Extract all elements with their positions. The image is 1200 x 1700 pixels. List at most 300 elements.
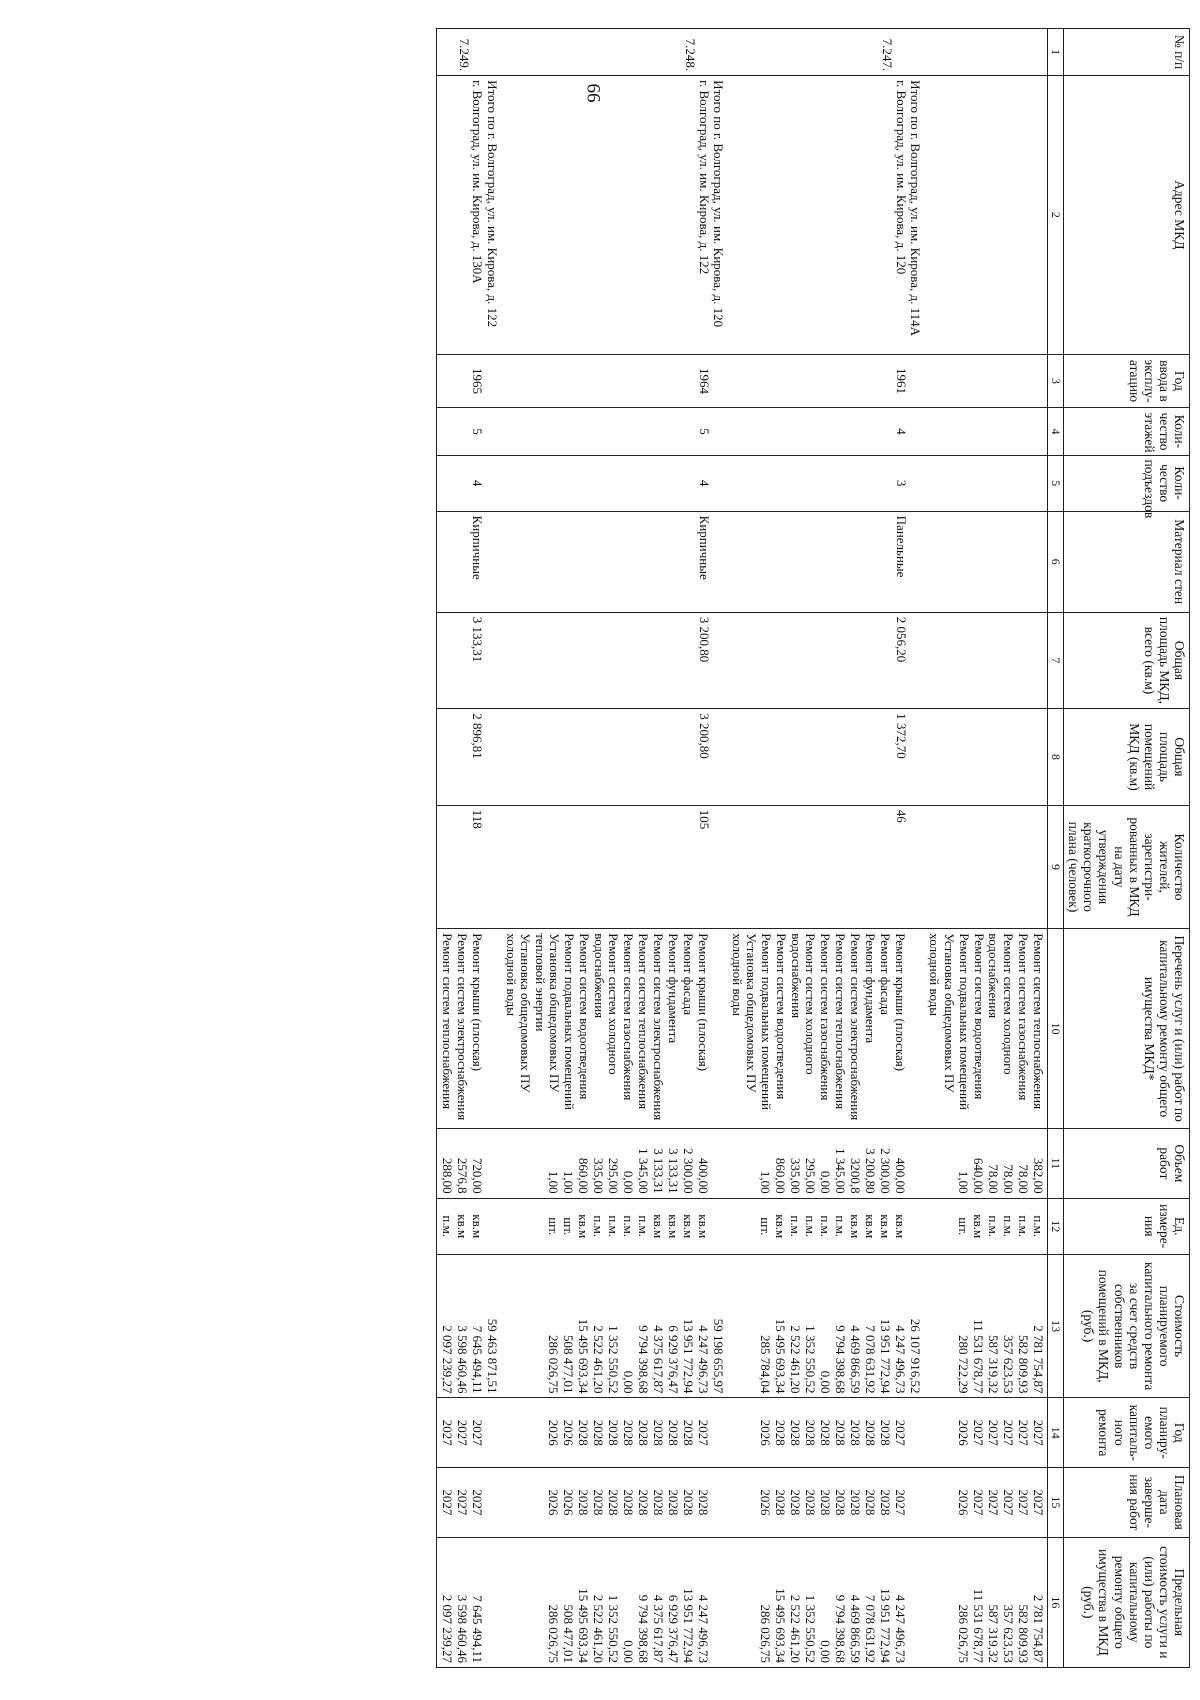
house-entrances: [727, 455, 924, 511]
work-year-line: 2028: [878, 1419, 894, 1446]
work-end-date-line: 2028: [848, 1489, 864, 1516]
value: 46: [893, 809, 909, 823]
column-number: 6: [1047, 511, 1063, 612]
work-unit-line: п.м.: [621, 1215, 637, 1238]
table-row: [501, 29, 727, 1668]
work-year: [727, 1398, 924, 1468]
table-row: [437, 29, 502, 1668]
work-year: [925, 1398, 1048, 1468]
house-address: г. Волгоград, ул. им. Кирова, д. 120: [893, 80, 909, 275]
work-limit-line: 6 929 376,47: [666, 1594, 682, 1663]
work-unit-line: п.м.: [818, 1215, 834, 1238]
work-limit-line: 1 352 550,52: [606, 1594, 622, 1663]
work-unit-line: кв.м: [666, 1214, 682, 1239]
empty-cell: [925, 455, 1048, 511]
work-unit: [501, 1198, 727, 1254]
work-year-line: 2026: [758, 1419, 774, 1446]
work-cost: [925, 1254, 1048, 1398]
work-limit-line: 9 794 398,68: [833, 1594, 849, 1663]
work-year-line: 2028: [651, 1419, 667, 1446]
column-number: 10: [1047, 929, 1063, 1129]
work-limit-line: 4 247 496,73: [696, 1594, 712, 1663]
empty-cell: [925, 76, 1048, 354]
empty-cell: [925, 612, 1048, 709]
group-total-label: Итого по г. Волгоград, ул. им. Кирова, д. 114А: [908, 80, 924, 337]
work-item-line: Ремонт подвальных помещений: [759, 933, 775, 1110]
work-item: [925, 929, 1048, 1129]
work-item-line: Ремонт систем холодного водоснабжения: [788, 933, 819, 1075]
column-number: 3: [1047, 354, 1063, 408]
work-item-line: Ремонт подвальных помещений: [956, 933, 972, 1110]
work-cost-line: 26 107 916,52: [908, 1318, 924, 1394]
column-number: 11: [1047, 1129, 1063, 1199]
work-limit-line: 357 623,53: [1000, 1604, 1016, 1663]
column-header: Количество жителей, зарегистри-рованных в МКД на дату утверждения краткосрочного плана (человек): [1064, 805, 1190, 928]
work-cost-line: 4 247 496,73: [893, 1325, 909, 1394]
work-volume-line: 3 133,31: [666, 1148, 682, 1194]
empty-cell: [925, 408, 1048, 455]
spacer: [484, 713, 499, 801]
work-cost-line: 1 352 550,52: [803, 1325, 819, 1394]
work-unit-line: шт.: [546, 1217, 562, 1236]
house-area-total: [501, 612, 727, 709]
work-item-line: Ремонт систем газоснабжения: [818, 933, 834, 1101]
work-item-line: Ремонт систем электроснабжения: [455, 933, 471, 1121]
work-volume-line: 1,00: [561, 1170, 577, 1194]
value: 4: [696, 479, 712, 487]
work-end-date-line: 2028: [878, 1489, 894, 1516]
work-unit-line: п.м.: [1015, 1215, 1031, 1238]
work-year-line: 2028: [681, 1419, 697, 1446]
spacer: [484, 460, 499, 507]
work-limit-line: 13 951 772,94: [681, 1588, 697, 1663]
work-year-line: 2028: [621, 1419, 637, 1446]
house-floors: [727, 408, 924, 455]
work-volume-line: 295,00: [803, 1157, 819, 1194]
work-unit-line: кв.м: [681, 1214, 697, 1239]
work-item: [727, 929, 924, 1129]
work-end-date-line: 2028: [591, 1489, 607, 1516]
row-number: 7.249.: [437, 29, 502, 76]
work-end-date-line: 2028: [636, 1489, 652, 1516]
work-end-date-line: 2028: [696, 1489, 712, 1516]
work-volume-line: 3200,8: [848, 1157, 864, 1194]
work-unit-line: п.м.: [803, 1215, 819, 1238]
column-header: Коли-чество этажей: [1064, 408, 1190, 455]
house-walls: [727, 511, 924, 612]
work-unit-line: кв.м: [848, 1214, 864, 1239]
spacer: [908, 359, 923, 404]
work-year-line: 2026: [546, 1419, 562, 1446]
work-end-date-line: 2027: [985, 1489, 1001, 1516]
work-item-line: Ремонт систем электроснабжения: [848, 933, 864, 1121]
work-cost-line: 15 495 693,34: [576, 1318, 592, 1394]
work-unit-line: кв.м: [696, 1214, 712, 1239]
column-header: Материал стен: [1064, 511, 1190, 612]
work-year-line: 2028: [818, 1419, 834, 1446]
work-volume-line: 1,00: [758, 1170, 774, 1194]
column-header: Стоимость планируемого капитального ремонта за счет средств собственников помещений в МКД, (руб.): [1064, 1254, 1190, 1398]
work-end-date: [925, 1468, 1048, 1538]
work-item-line: Ремонт систем теплоснабжения: [636, 933, 652, 1110]
work-cost-line: 286 026,75: [546, 1334, 562, 1394]
work-year-line: 2028: [666, 1419, 682, 1446]
work-cost-line: 13 951 772,94: [878, 1318, 894, 1394]
work-unit-line: п.м.: [985, 1215, 1001, 1238]
work-volume-line: 2 300,00: [681, 1148, 697, 1194]
column-number: 7: [1047, 612, 1063, 709]
empty-cell: [925, 29, 1048, 76]
work-volume-line: 0,00: [818, 1170, 834, 1194]
column-number: 15: [1047, 1468, 1063, 1538]
work-end-date-line: 2028: [773, 1489, 789, 1516]
work-year-line: 2027: [1000, 1419, 1016, 1446]
work-volume-line: 335,00: [591, 1157, 607, 1194]
work-unit-line: [710, 1203, 725, 1250]
work-cost-line: 9 794 398,68: [833, 1325, 849, 1394]
value: 1 372,70: [893, 713, 909, 759]
work-item-line: Установка общедомовых ПУ холодной воды: [503, 933, 534, 1093]
work-year-line: 2027: [1030, 1419, 1046, 1446]
spacer: [484, 412, 499, 450]
work-limit-line: [908, 1542, 923, 1663]
work-year-line: 2028: [591, 1419, 607, 1446]
house-residents: [727, 805, 924, 928]
work-item-line: Ремонт подвальных помещений: [562, 933, 578, 1110]
work-limit: [501, 1537, 727, 1667]
work-end-date-line: 2027: [470, 1489, 486, 1516]
work-unit-line: кв.м: [576, 1214, 592, 1239]
work-volume-line: 382,00: [1030, 1157, 1046, 1194]
work-cost-line: 13 951 772,94: [681, 1318, 697, 1394]
work-unit-line: п.м.: [1000, 1215, 1016, 1238]
work-year-line: 2028: [863, 1419, 879, 1446]
work-unit-line: п.м.: [636, 1215, 652, 1238]
work-item-line: [484, 933, 499, 1124]
work-end-date-line: 2028: [803, 1489, 819, 1516]
work-end-date-line: 2027: [1015, 1489, 1031, 1516]
work-cost-line: 7 645 494,11: [470, 1325, 486, 1394]
work-item-line: Ремонт фундамента: [666, 933, 682, 1044]
house-area-rooms: [501, 709, 727, 806]
work-end-date-line: 2028: [606, 1489, 622, 1516]
work-volume-line: 2576,8: [455, 1157, 471, 1194]
column-header: Перечень услуг и (или) работ по капитальному ремонту общего имущества МКД*: [1064, 929, 1190, 1129]
work-item-line: Ремонт фасада: [681, 933, 697, 1015]
work-end-date-line: 2027: [455, 1489, 471, 1516]
column-number: 9: [1047, 805, 1063, 928]
empty-cell: [925, 709, 1048, 806]
column-header: Объем работ: [1064, 1129, 1190, 1199]
work-volume-line: 3 200,80: [863, 1148, 879, 1194]
spacer: [908, 412, 923, 450]
value: 3 200,80: [696, 713, 712, 759]
table-row: [727, 29, 924, 1668]
work-limit-line: 7 078 631,92: [863, 1594, 879, 1663]
work-limit: [925, 1537, 1048, 1667]
spacer: [908, 460, 923, 507]
work-limit-line: 286 026,75: [758, 1604, 774, 1663]
work-limit-line: 587 319,32: [985, 1604, 1001, 1663]
house-area-total: [727, 612, 924, 709]
work-unit-line: п.м.: [440, 1215, 456, 1238]
house-address: г. Волгоград, ул. им. Кирова, д. 122: [696, 80, 712, 275]
house-entrances: [501, 455, 727, 511]
work-volume-line: 640,00: [970, 1157, 986, 1194]
work-cost-line: 7 078 631,92: [863, 1325, 879, 1394]
column-number: 4: [1047, 408, 1063, 455]
work-cost-line: 0,00: [818, 1370, 834, 1394]
work-item-line: Ремонт фундамента: [863, 933, 879, 1044]
work-unit-line: п.м.: [606, 1215, 622, 1238]
work-cost-line: 59 198 655,97: [711, 1318, 727, 1394]
work-year-line: 2028: [606, 1419, 622, 1446]
work-item-line: Ремонт систем водоотведения: [577, 933, 593, 1100]
value: Панельные: [893, 515, 909, 578]
house-entrances: [437, 455, 502, 511]
column-header: Плановая дата заверше-ния работ: [1064, 1468, 1190, 1538]
work-unit-line: [484, 1203, 499, 1250]
work-year-line: 2027: [893, 1419, 909, 1446]
work-volume-line: 720,00: [470, 1157, 486, 1194]
work-volume-line: [908, 1133, 923, 1194]
column-header: Общая площадь МКД, всего (кв.м): [1064, 612, 1190, 709]
work-limit-line: 11 531 678,77: [970, 1588, 986, 1663]
work-limit-line: [484, 1542, 499, 1663]
column-header: Предельная стоимость услуги и (или) работы по капитальному ремонту общего имущества в МКД (руб.): [1064, 1537, 1190, 1667]
work-unit-line: кв.м: [651, 1214, 667, 1239]
spacer: [484, 359, 499, 404]
column-number: 2: [1047, 76, 1063, 354]
value: 3 133,31: [470, 616, 486, 663]
spacer: [908, 617, 923, 705]
work-cost-line: 9 794 398,68: [636, 1325, 652, 1394]
work-end-date-line: 2027: [970, 1489, 986, 1516]
house-residents: [501, 805, 727, 928]
work-item: [437, 929, 502, 1129]
work-item-line: Ремонт крыши (плоская): [470, 933, 486, 1072]
work-year-line: 2028: [773, 1419, 789, 1446]
work-volume-line: [484, 1133, 499, 1194]
work-volume: [501, 1129, 727, 1199]
spacer: [484, 516, 499, 608]
spacer: [711, 516, 726, 608]
work-unit: [727, 1198, 924, 1254]
spacer: [908, 810, 923, 924]
work-item-line: Ремонт систем газоснабжения: [621, 933, 637, 1101]
work-end-date-line: 2026: [955, 1489, 971, 1516]
work-end-date-line: [484, 1472, 499, 1533]
work-item-line: Ремонт систем холодного водоснабжения: [591, 933, 622, 1075]
work-cost-line: 587 319,32: [985, 1334, 1001, 1394]
row-number: 7.247.: [727, 29, 924, 76]
spacer: [711, 412, 726, 450]
work-limit-line: 7 645 494,11: [470, 1595, 486, 1663]
work-volume-line: 1 345,00: [636, 1148, 652, 1194]
work-unit-line: кв.м: [773, 1214, 789, 1239]
value: 3 200,80: [696, 616, 712, 663]
work-limit-line: 13 951 772,94: [878, 1588, 894, 1663]
work-unit-line: шт.: [955, 1217, 971, 1236]
work-cost-line: 4 469 866,59: [848, 1325, 864, 1394]
column-header: Год ввода в эксплу-атацию: [1064, 354, 1190, 408]
work-end-date: [501, 1468, 727, 1538]
repair-plan-table: [436, 28, 1190, 1668]
work-end-date-line: 2028: [818, 1489, 834, 1516]
work-volume-line: 3 133,31: [651, 1148, 667, 1194]
value: 105: [696, 809, 712, 830]
work-year-line: 2027: [440, 1419, 456, 1446]
work-cost-line: 4 375 617,87: [651, 1325, 667, 1394]
column-header: Адрес МКД: [1064, 76, 1190, 354]
work-limit-line: 0,00: [621, 1640, 637, 1663]
work-limit-line: 9 794 398,68: [636, 1594, 652, 1663]
work-cost: [501, 1254, 727, 1398]
work-cost-line: 2 522 461,20: [591, 1325, 607, 1394]
work-end-date: [727, 1468, 924, 1538]
work-year-line: 2027: [696, 1419, 712, 1446]
empty-cell: [925, 354, 1048, 408]
work-volume: [727, 1129, 924, 1199]
address-cell: [437, 76, 502, 354]
work-year-line: [484, 1402, 499, 1463]
work-limit-line: 4 469 866,59: [848, 1594, 864, 1663]
work-unit-line: п.м.: [1030, 1215, 1046, 1238]
work-end-date-line: 2027: [440, 1489, 456, 1516]
spacer: [711, 460, 726, 507]
work-year-line: 2026: [955, 1419, 971, 1446]
work-item-line: Ремонт систем газоснабжения: [1015, 933, 1031, 1101]
work-limit-line: 1 352 550,52: [803, 1594, 819, 1663]
work-end-date-line: 2027: [1030, 1489, 1046, 1516]
work-end-date-line: 2026: [758, 1489, 774, 1516]
work-end-date-line: 2027: [893, 1489, 909, 1516]
work-limit: [437, 1537, 502, 1667]
spacer: [711, 810, 726, 924]
work-end-date: [437, 1468, 502, 1538]
work-cost-line: 0,00: [621, 1370, 637, 1394]
work-unit-line: кв.м: [970, 1214, 986, 1239]
work-volume-line: 0,00: [621, 1170, 637, 1194]
work-year-line: 2027: [455, 1419, 471, 1446]
work-end-date-line: 2028: [788, 1489, 804, 1516]
work-year: [501, 1398, 727, 1468]
work-volume-line: 1 345,00: [833, 1148, 849, 1194]
work-year-line: 2027: [470, 1419, 486, 1446]
column-header: № п/п: [1064, 29, 1190, 76]
work-item-line: Установка общедомовых ПУ холодной воды: [927, 933, 957, 1093]
work-limit-line: 508 477,01: [561, 1604, 577, 1663]
column-number: 14: [1047, 1398, 1063, 1468]
work-year-line: 2028: [788, 1419, 804, 1446]
work-unit-line: п.м.: [788, 1215, 804, 1238]
work-end-date-line: 2028: [681, 1489, 697, 1516]
house-year: [437, 354, 502, 408]
address-cell: [501, 76, 727, 354]
work-cost-line: 11 531 678,77: [970, 1319, 986, 1394]
work-cost: [727, 1254, 924, 1398]
work-cost-line: 582 809,93: [1015, 1334, 1031, 1394]
house-year: [727, 354, 924, 408]
work-volume-line: 288,00: [440, 1157, 456, 1194]
work-limit-line: 286 026,75: [546, 1604, 562, 1663]
work-volume-line: 400,00: [696, 1157, 712, 1194]
work-unit-line: п.м.: [833, 1215, 849, 1238]
work-item-line: Ремонт крыши (плоская): [696, 933, 712, 1072]
house-walls: [437, 511, 502, 612]
work-year-line: [710, 1402, 725, 1463]
work-limit-line: 15 495 693,34: [576, 1588, 592, 1663]
spacer: [711, 359, 726, 404]
column-header: Общая площадь помещений МКД (кв.м): [1064, 709, 1190, 806]
work-limit-line: 0,00: [818, 1640, 834, 1663]
rotated-table-sheet: [45, 28, 1190, 1700]
work-item-line: Ремонт фасада: [878, 933, 894, 1015]
work-limit-line: 2 522 461,20: [788, 1594, 804, 1663]
column-number: 8: [1047, 709, 1063, 806]
group-total-label: Итого по г. Волгоград, ул. им. Кирова, д. 120: [711, 80, 727, 328]
work-volume-line: 78,00: [985, 1164, 1001, 1194]
work-end-date-line: 2028: [666, 1489, 682, 1516]
work-end-date-line: 2027: [1000, 1489, 1016, 1516]
work-item-line: Ремонт систем теплоснабжения: [833, 933, 849, 1110]
value: 3: [893, 479, 909, 487]
work-end-date-line: [908, 1472, 923, 1533]
value: 5: [470, 428, 486, 435]
work-unit-line: кв.м: [863, 1214, 879, 1239]
work-item-line: Ремонт систем водоотведения: [971, 933, 987, 1100]
work-end-date-line: 2028: [863, 1489, 879, 1516]
work-unit-line: кв.м: [470, 1214, 486, 1239]
work-unit-line: шт.: [561, 1217, 577, 1236]
spacer: [484, 617, 499, 705]
work-volume-line: 860,00: [576, 1157, 592, 1194]
work-end-date-line: 2026: [561, 1489, 577, 1516]
work-cost-line: 4 247 496,73: [696, 1325, 712, 1394]
column-number: 5: [1047, 455, 1063, 511]
value: 1965: [470, 367, 486, 394]
work-limit-line: 3 598 460,46: [455, 1594, 471, 1663]
work-limit-line: 2 781 754,87: [1030, 1594, 1046, 1663]
column-number: 13: [1047, 1254, 1063, 1398]
work-cost: [437, 1254, 502, 1398]
work-year-line: 2027: [970, 1419, 986, 1446]
value: 1961: [893, 367, 909, 394]
work-year-line: 2028: [833, 1419, 849, 1446]
work-year-line: 2026: [561, 1419, 577, 1446]
work-end-date-line: [710, 1472, 725, 1533]
value: 4: [470, 479, 486, 487]
work-item-line: Ремонт систем электроснабжения: [651, 933, 667, 1121]
house-year: [501, 354, 727, 408]
work-cost-line: 285 784,04: [758, 1334, 774, 1394]
column-header: Год планиру-емого капиталь-ного ремонта: [1064, 1398, 1190, 1468]
work-limit-line: 4 375 617,87: [651, 1594, 667, 1663]
work-cost-line: 2 522 461,20: [788, 1325, 804, 1394]
work-cost-line: 6 929 376,47: [666, 1325, 682, 1394]
house-area-rooms: [437, 709, 502, 806]
value: 2 896,81: [470, 713, 486, 759]
house-walls: [501, 511, 727, 612]
spacer: [908, 713, 923, 801]
work-cost-line: 2 097 239,27: [440, 1325, 456, 1394]
work-cost-line: 357 623,53: [1000, 1334, 1016, 1394]
work-year-line: 2028: [576, 1419, 592, 1446]
work-year-line: 2028: [803, 1419, 819, 1446]
work-limit-line: 15 495 693,34: [773, 1588, 789, 1663]
work-year-line: 2028: [848, 1419, 864, 1446]
work-unit-line: [908, 1203, 923, 1250]
